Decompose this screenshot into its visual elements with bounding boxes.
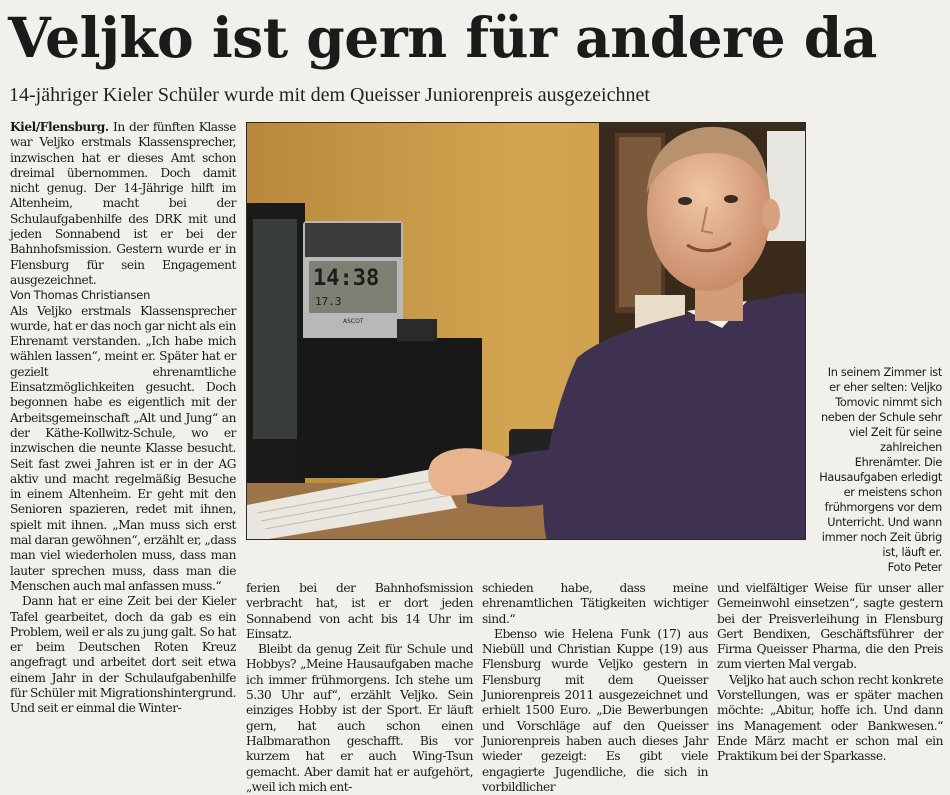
clock-date: 17.3 — [315, 295, 342, 308]
body-paragraph: Ebenso wie Helena Funk (17) aus Niebüll und Christian Kuppe (19) aus Flensburg wurde Veljko gestern in Flensburg mit dem Queisser Juniorenpreis 2011 ausgezeichnet und erhielt 1500 Euro. „Die Bewerbungen und Vorschläge auf den Queisser Juniorenpreis haben auch dieses Jahr wieder gezeigt: Es gibt viele engagierte Jugendliche, die sich in vorbildlicher — [482, 626, 708, 794]
right-eye — [724, 195, 738, 203]
column-4 — [717, 581, 943, 765]
photo-credit: Foto Peter — [887, 561, 942, 574]
body-paragraph: Als Veljko erstmals Klassensprecher wurde, hat er das noch gar nicht als ein Ehrenamt verstanden. „Ich habe mich wählen lassen“, meint er. Später hat er gezielt ehrenamtliche Einsatzmöglichkeiten gesucht. Doch begonnen habe es eigentlich mit der Arbeitsgemeinschaft „Alt und Jung“ an der Käthe-Kollwitz-Schule, wo er inzwischen die neunte Klasse besucht. Seit fast zwei Jahren ist er in der AG aktiv und macht regelmäßig Besuche in einem Altenheim. Er geht mit den Senioren spazieren, redet mit ihnen, spielt mit ihnen. „Man muss sich erst mal daran gewöhnen“, erzählt er, „dass man viel wiederholen muss, dass man lauter sprechen muss, dass man die Menschen auch mal anfassen muss.“ — [10, 303, 236, 593]
photo-illustration — [247, 123, 806, 540]
headline: Veljko ist gern für andere da — [8, 5, 877, 70]
column-2 — [246, 581, 473, 795]
body-paragraph: Veljko hat auch schon recht konkrete Vorstellungen, was er später machen möchte: „Abitur, hoffe ich. Und dann ins Management oder Bankwesen.“ Ende März macht er schon mal ein Praktikum bei der Sparkasse. — [717, 672, 943, 764]
clock-top — [305, 223, 401, 257]
byline: Von Thomas Christiansen — [10, 288, 151, 303]
clock-brand: ASCOT — [343, 318, 364, 325]
left-eye — [678, 197, 692, 205]
body-paragraph: Dann hat er eine Zeit bei der Kieler Tafel gearbeitet, doch da gab es ein Problem, weil er als zu jung galt. So hat er beim Deutschen Roten Kreuz angefragt und arbeitet dort seit etwa einem Jahr in der Schulaufgabenhilfe für Schüler mit Migrationshintergrund. Und seit er einmal die Winter- — [10, 594, 236, 716]
body-paragraph: schieden habe, dass meine ehrenamtlichen Tätigkeiten wichtiger sind.“ — [482, 581, 708, 626]
subheadline: 14-jähriger Kieler Schüler wurde mit dem Queisser Juniorenpreis ausgezeichnet — [9, 84, 650, 106]
speaker-top — [397, 319, 437, 341]
body-paragraph: ferien bei der Bahnhofsmission verbracht hat, ist er dort jeden Sonnabend von acht bis 14 Uhr im Einsatz. — [246, 581, 473, 641]
lead-text: In der fünften Klasse war Veljko erstmals Klassensprecher, inzwischen hat er dieses Amt schon dreimal übernommen. Doch damit nicht genug. Der 14-Jährige hilft im Altenheim, macht bei der Schulaufgabenhilfe des DRK mit und jeden Sonnabend ist er bei der Bahnhofsmission. Gestern wurde er in Flensburg für sein Engagement ausgezeichnet. — [10, 120, 236, 287]
lead-paragraph — [10, 120, 236, 288]
body-paragraph: Bleibt da genug Zeit für Schule und Hobbys? „Meine Hausaufgaben mache ich immer frühmorgens. Ich stehe um 5.30 Uhr auf“, erzählt Veljko. Sein einziges Hobby ist der Sport. Er läuft gern, hat auch schon einen Halbmarathon geschafft. Bis vor kurzem hat er auch Wing-Tsun gemacht. Aber damit hat er aufgehört, „weil ich mich ent- — [246, 642, 473, 794]
caption-text: In seinem Zimmer ist er eher selten: Veljko Tomovic nimmt sich neben der Schule sehr viel Zeit für seine zahlreichen Ehrenämter. Die Hausaufgaben erledigt er meistens schon frühmorgens vor dem Unterricht. Und wann immer noch Zeit übrig ist, läuft er. — [819, 366, 942, 559]
clock-time: 14:38 — [313, 266, 380, 291]
body-paragraph: und vielfältiger Weise für unser aller Gemeinwohl einsetzen“, sagte gestern bei der Preisverleihung in Flensburg Gert Bendixen, Geschäftsführer der Firma Queisser Pharma, die den Preis zum vierten Mal vergab. — [717, 581, 943, 672]
photo-caption — [816, 365, 942, 575]
article-photo — [246, 122, 806, 540]
column-3 — [482, 581, 708, 795]
ear — [762, 199, 780, 231]
dateline: Kiel/Flensburg. — [10, 120, 109, 134]
monitor-screen — [253, 219, 297, 439]
column-1 — [10, 120, 236, 717]
